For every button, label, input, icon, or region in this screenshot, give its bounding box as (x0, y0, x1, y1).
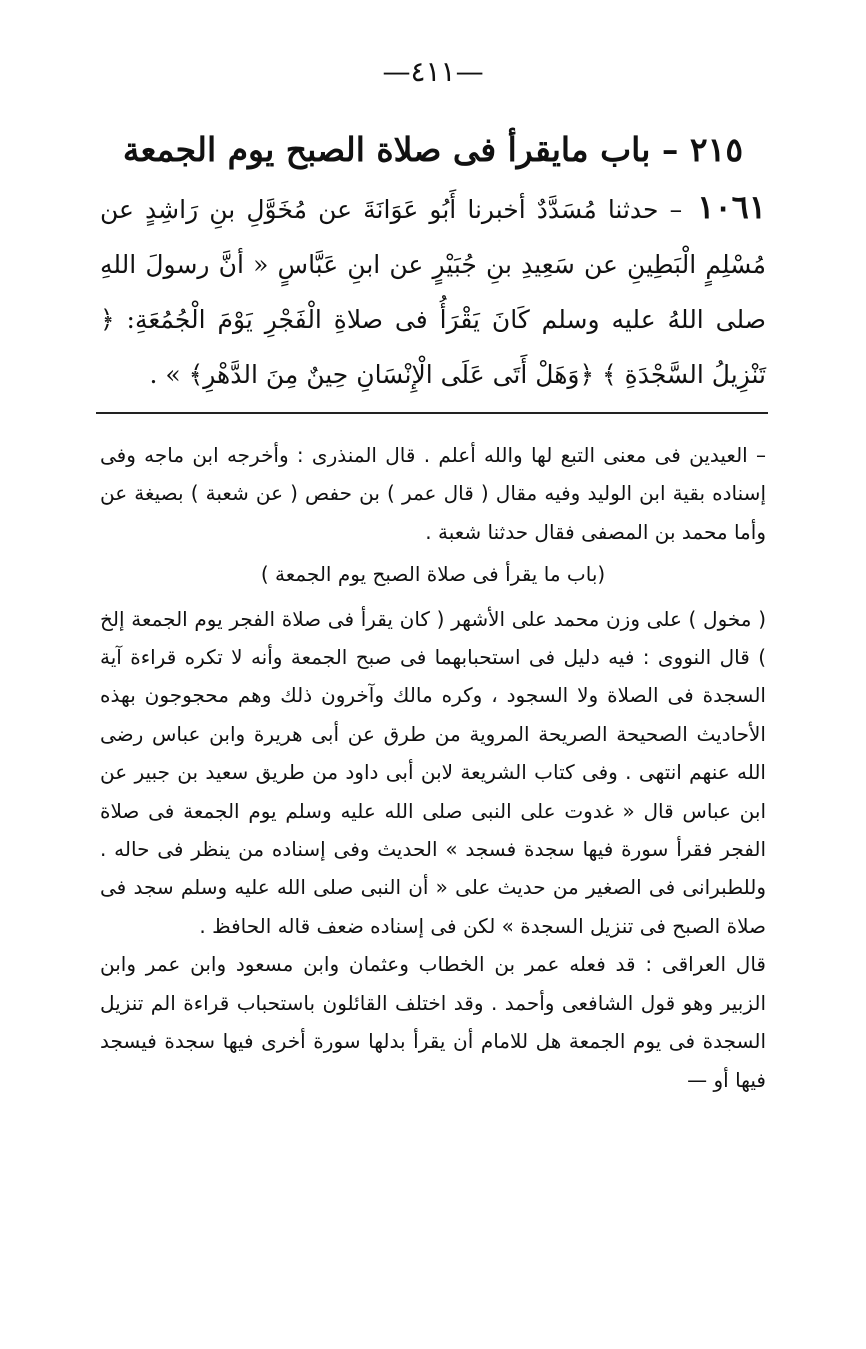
commentary-paragraph-3: قال العراقى : قد فعله عمر بن الخطاب وعثمان وابن مسعود وابن عمر وابن الزبير وهو قول الشافعى وأحمد . وقد اختلف القائلون باستحباب قراءة الم تنزيل السجدة فى يوم الجمعة هل للامام أن يقرأ بدلها سورة أخرى فيها سجدة فيسجد فيها أو — (100, 952, 766, 1092)
page-number: —٤١١— (382, 55, 484, 88)
footnote-divider (96, 412, 768, 414)
commentary-paragraph-2: ( مخول ) على وزن محمد على الأشهر ( كان يقرأ فى صلاة الفجر يوم الجمعة إلخ ) قال النووى : فيه دليل فى استحبابهما فى صبح الجمعة وأنه لا تكره قراءة آية السجدة فى الصلاة ولا السجود ، وكره مالك وآخرون ذلك وهم محجوجون بهذه الأحاديث الصحيحة الصريحة المروية من طرق عن أبى هريرة وابن عباس رضى الله عنهم انتهى . وفى كتاب الشريعة لابن أبى داود من طريق سعيد بن جبير عن ابن عباس قال « غدوت على النبى صلى الله عليه وسلم يوم الجمعة فى صلاة الفجر فقرأ سورة فيها سجدة فسجد » الحديث وفى إسناده من ينظر فى حاله . وللطبرانى فى الصغير من حديث على « أن النبى صلى الله عليه وسلم سجد فى صلاة الصبح فى تنزيل السجدة » لكن فى إسناده ضعف قاله الحافظ . (100, 606, 766, 938)
hadith-number: ١٠٦١ (697, 188, 767, 226)
hadith-text-block (100, 180, 766, 402)
chapter-title: ٢١٥ – باب مايقرأ فى صلاة الصبح يوم الجمعة (122, 130, 744, 169)
commentary-paragraph-1: – العيدين فى معنى التبع لها والله أعلم . قال المنذرى : وأخرجه ابن ماجه وفى إسناده بقية ابن الوليد وفيه مقال ( قال عمر ) بن حفص ( عن شعبة ) بصيغة عن وأما محمد بن المصفى فقال حدثنا شعبة . (100, 443, 766, 544)
hadith-text: – حدثنا مُسَدَّدٌ أخبرنا أَبُو عَوَانَةَ عن مُخَوَّلِ بنِ رَاشِدٍ عن مُسْلِمٍ الْبَطِينِ عن سَعِيدِ بنِ جُبَيْرٍ عن ابنِ عَبَّاسٍ « أنَّ رسولَ اللهِ صلى اللهُ عليه وسلم كَانَ يَقْرَأُ فى صلاةِ الْفَجْرِ يَوْمَ الْجُمُعَةِ: ﴿ تَنْزِيلُ السَّجْدَةِ ﴾ ﴿وَهَلْ أَتَى عَلَى الْإِنْسَانِ حِينٌ مِنَ الدَّهْرِ﴾ » . (100, 195, 766, 389)
commentary-subtitle: (باب ما يقرأ فى صلاة الصبح يوم الجمعة ) (260, 562, 606, 587)
commentary-block (100, 436, 766, 1099)
